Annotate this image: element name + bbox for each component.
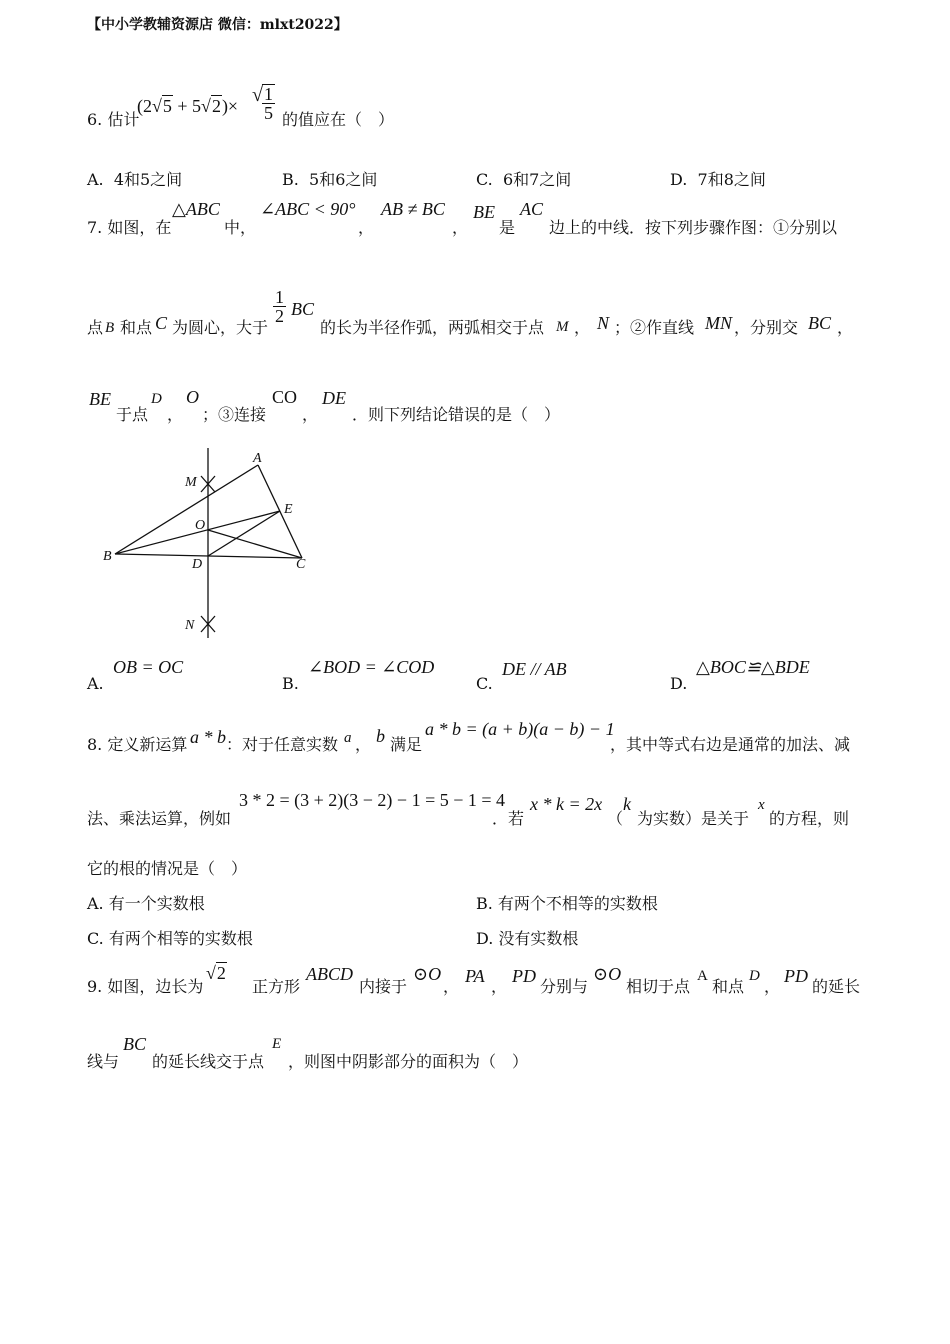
q7-text: ， xyxy=(837,318,854,337)
q7-text: ．则下列结论错误的是（ ） xyxy=(352,405,561,424)
q6-fraction: $\frac{1}{5}$ xyxy=(264,84,273,123)
q8-option-a[interactable]: A. 有一个实数根 xyxy=(87,894,205,913)
q8-text: 满足 xyxy=(390,735,423,754)
q7-text: 边上的中线．按下列步骤作图：①分别以 xyxy=(549,218,838,237)
q7-ac: AC xyxy=(520,199,544,219)
q8-text: ：对于任意实数 xyxy=(226,735,339,754)
header-text: 【中小学教辅资源店 微信：mlxt2022】 xyxy=(87,17,348,33)
q9-text: 线与 xyxy=(87,1052,120,1071)
label-c: C xyxy=(296,557,306,572)
q8-text: （ xyxy=(607,809,624,828)
q6-number: 6. 估计 xyxy=(87,110,140,129)
q8-formula: a * b = (a + b)(a − b) − 1 xyxy=(425,719,615,739)
q9-text: 相切于点 xyxy=(626,977,691,996)
q7-text: 的长为半径作弧，两弧相交于点 xyxy=(320,318,545,337)
q9-text: 分别与 xyxy=(540,977,589,996)
label-o: O xyxy=(195,518,206,533)
q8-text: 的方程，则 xyxy=(769,809,850,828)
q9-text: 和点 xyxy=(712,977,745,996)
q7-option-d[interactable]: △BOC≌△BDE xyxy=(696,657,810,677)
q9-abcd: ABCD xyxy=(306,964,353,984)
q9-bc: BC xyxy=(123,1034,147,1054)
q7-de: DE xyxy=(322,388,346,408)
q7-text: ， xyxy=(574,318,591,337)
q7-point-m: M xyxy=(556,319,569,335)
q8-text: ，其中等式右边是通常的加法、减 xyxy=(610,735,851,754)
q8-x: x xyxy=(758,797,765,813)
q9-pd-2: PD xyxy=(784,966,808,986)
q7-point-n: N xyxy=(597,313,610,333)
q6-sqrt-sign: √ xyxy=(252,84,263,106)
segment-oc xyxy=(208,530,302,558)
q8-k: k xyxy=(623,794,631,814)
q8-option-c[interactable]: C. 有两个相等的实数根 xyxy=(87,929,253,948)
q7-option-a-label: A. xyxy=(87,674,104,693)
q7-angle: ∠ABC < 90° xyxy=(260,199,356,219)
q7-text: 中， xyxy=(224,218,257,237)
label-m: M xyxy=(185,475,197,490)
q7-option-b[interactable]: ∠BOD = ∠COD xyxy=(308,657,435,677)
q7-be: BE xyxy=(473,202,495,222)
q6-expression: (2√5 + 5√2)× xyxy=(137,96,239,116)
q6-option-b[interactable]: B. 5和6之间 xyxy=(282,170,378,189)
q9-point-e: E xyxy=(272,1036,282,1052)
q9-pa: PA xyxy=(465,966,485,986)
q9-circle-o-2: ⊙O xyxy=(593,964,622,984)
q7-geometry-figure xyxy=(95,440,335,645)
q9-text: ， xyxy=(443,977,460,996)
label-n: N xyxy=(185,618,195,633)
q7-option-b-label: B. xyxy=(282,674,299,693)
q7-point-c: C xyxy=(155,313,168,333)
q7-half-fraction: $\frac{1}{2}$ xyxy=(275,287,284,326)
q9-pd: PD xyxy=(512,966,536,986)
q7-point-b: B xyxy=(105,320,115,336)
q7-text: 于点 xyxy=(116,405,149,424)
q9-text: ， xyxy=(491,977,508,996)
q7-text: ， xyxy=(358,218,375,237)
q7-point-o: O xyxy=(186,387,199,407)
q7-text: ；②作直线 xyxy=(614,318,695,337)
q9-point-a: A xyxy=(697,968,708,984)
q6-option-d[interactable]: D. 7和8之间 xyxy=(670,170,766,189)
q8-example: 3 * 2 = (3 + 2)(3 − 2) − 1 = 5 − 1 = 4 xyxy=(239,790,506,810)
q8-text: 为实数）是关于 xyxy=(637,809,750,828)
q7-line-mn: MN xyxy=(705,313,732,333)
q6-option-c[interactable]: C. 6和7之间 xyxy=(476,170,572,189)
q8-number: 8. 定义新运算 xyxy=(87,735,188,754)
q7-option-c[interactable]: DE // AB xyxy=(502,659,567,679)
q7-co: CO xyxy=(272,387,298,407)
q8-ab: a * b xyxy=(190,727,226,747)
q7-text: 为圆心，大于 xyxy=(172,318,269,337)
q8-text: 法、乘法运算，例如 xyxy=(87,809,232,828)
q8-equation: x * k = 2x xyxy=(530,794,603,814)
q7-text: ；③连接 xyxy=(202,405,267,424)
q7-text: 点 xyxy=(87,318,104,337)
q7-be-2: BE xyxy=(89,389,111,409)
q7-text: ， xyxy=(302,405,319,424)
q9-text: ，则图中阴影部分的面积为（ ） xyxy=(288,1052,529,1071)
label-b: B xyxy=(103,549,112,564)
q9-sqrt2: √2 xyxy=(206,963,226,983)
q8-line-3: 它的根的情况是（ ） xyxy=(87,859,248,878)
q9-number: 9. 如图，边长为 xyxy=(87,977,204,996)
q7-text: ，分别交 xyxy=(734,318,799,337)
q7-triangle-abc: △ABC xyxy=(172,199,220,219)
q7-bc-2: BC xyxy=(808,313,832,333)
q9-point-d: D xyxy=(749,968,760,984)
q7-text: ， xyxy=(452,218,469,237)
q9-circle-o: ⊙O xyxy=(413,964,442,984)
q8-option-d[interactable]: D. 没有实数根 xyxy=(476,929,579,948)
q7-text: 是 xyxy=(499,218,516,237)
q9-text: 内接于 xyxy=(359,977,408,996)
q8-option-b[interactable]: B. 有两个不相等的实数根 xyxy=(476,894,658,913)
q8-text: ．若 xyxy=(492,809,525,828)
q7-text: 和点 xyxy=(120,318,153,337)
label-e: E xyxy=(284,502,293,517)
q6-tail: 的值应在（ ） xyxy=(282,110,395,129)
q9-text: ， xyxy=(764,977,781,996)
q7-option-a[interactable]: OB = OC xyxy=(113,657,184,677)
q7-option-d-label: D. xyxy=(670,674,688,693)
q9-text: 的延长 xyxy=(812,977,861,996)
q7-bc: BC xyxy=(291,299,315,319)
q9-text: 的延长线交于点 xyxy=(152,1052,265,1071)
q8-a: a xyxy=(344,730,352,746)
label-a: A xyxy=(253,451,262,466)
q8-text: ， xyxy=(355,735,372,754)
q7-number: 7. 如图，在 xyxy=(87,218,172,237)
q7-option-c-label: C. xyxy=(476,674,493,693)
q7-point-d: D xyxy=(151,391,162,407)
q8-b: b xyxy=(376,726,385,746)
q9-text: 正方形 xyxy=(252,977,301,996)
q7-ab-neq-bc: AB ≠ BC xyxy=(381,199,445,219)
label-d: D xyxy=(192,557,203,572)
q6-option-a[interactable]: A. 4和5之间 xyxy=(87,170,183,189)
q7-text: ， xyxy=(167,405,184,424)
